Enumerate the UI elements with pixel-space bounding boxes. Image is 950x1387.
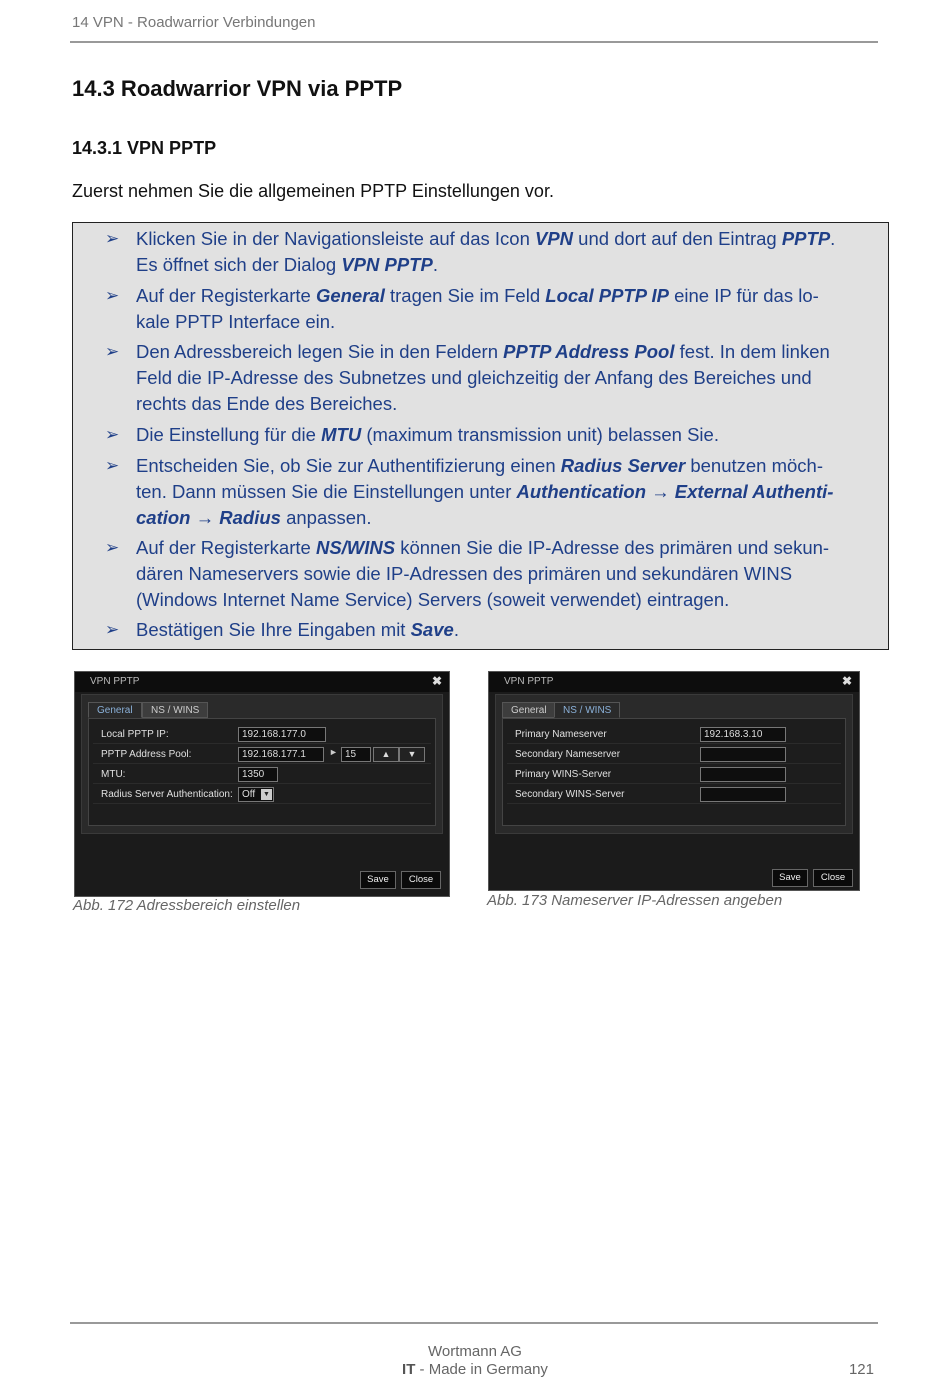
tab-general[interactable]: General xyxy=(502,702,556,718)
footer-company: Wortmann AG xyxy=(428,1343,522,1360)
running-header: 14 VPN - Roadwarrior Verbindungen xyxy=(72,14,316,31)
arrowhead-bullet-icon: ➢ xyxy=(105,620,120,639)
range-arrow-icon: ► xyxy=(329,747,338,757)
primary-wins-input[interactable] xyxy=(700,767,786,782)
arrowhead-bullet-icon: ➢ xyxy=(105,456,120,475)
spinner-down-button[interactable]: ▼ xyxy=(399,747,425,762)
field-label: Local PPTP IP: xyxy=(101,729,169,740)
select-value: Off xyxy=(242,789,256,800)
close-x-icon[interactable]: ✖ xyxy=(841,674,852,688)
arrowhead-bullet-icon: ➢ xyxy=(105,425,120,444)
instruction-box: ➢ Klicken Sie in der Navigationsleiste auf das Icon VPN und dort auf den Eintrag PPTP. Es öffnet sich der Dialog VPN PPTP. ➢ Auf der Registerkarte General tragen Sie im Feld Local PPTP IP eine IP für das lo- kale PPTP Interface ein. ➢ Den Adressbereich legen Sie in den Feldern PPTP Address Pool fest. In dem linken Feld die IP-Adresse des Subnetzes und gleichzeitig der Anfang des Bereiches und rechts das Ende des Bereiches. ➢ Die Einstellung für die MTU (maximum transmission unit) belassen Sie. ➢ Entscheiden Sie, ob Sie zur Authentifizierung einen Radius Server benutzen möch- ten. Dann müssen Sie die Einstellungen unter Authentication → External Authenti- cation → Radius anpassen. ➢ Auf der Registerkarte NS/WINS können Sie die IP-Adresse des primären und sekun- dären Nameservers sowie die IP-Adressen des primären und sekundären WINS (Windows Internet Name Service) Servers (soweit verwendet) eintragen. ➢ Bestätigen Sie Ihre Eingaben mit Save. xyxy=(72,222,889,650)
dialog-title: VPN PPTP xyxy=(90,676,140,687)
save-button[interactable]: Save xyxy=(360,871,396,889)
dialog-title: VPN PPTP xyxy=(504,676,554,687)
close-button[interactable]: Close xyxy=(401,871,441,889)
field-label: Radius Server Authentication: xyxy=(101,789,233,800)
header-rule xyxy=(70,41,878,43)
arrowhead-bullet-icon: ➢ xyxy=(105,286,120,305)
field-label: Secondary WINS-Server xyxy=(515,789,625,800)
address-pool-end-input[interactable]: 15 xyxy=(341,747,371,762)
radius-auth-select[interactable] xyxy=(238,787,274,802)
footer-rule xyxy=(70,1322,878,1324)
spinner-up-button[interactable]: ▲ xyxy=(373,747,399,762)
vpn-pptp-dialog-general xyxy=(74,671,450,897)
row-secondary-wins xyxy=(507,785,841,804)
field-label: Primary WINS-Server xyxy=(515,769,612,780)
row-primary-nameserver xyxy=(507,725,841,744)
footer-tagline: IT - Made in Germany xyxy=(402,1361,548,1378)
row-local-pptp-ip xyxy=(93,725,431,744)
mtu-input[interactable]: 1350 xyxy=(238,767,278,782)
settings-panel xyxy=(502,718,846,826)
subsection-heading: 14.3.1 VPN PPTP xyxy=(72,138,217,158)
address-pool-start-input[interactable]: 192.168.177.1 xyxy=(238,747,324,762)
tab-ns-wins[interactable]: NS / WINS xyxy=(142,702,208,718)
row-mtu xyxy=(93,765,431,784)
figure-caption: Abb. 172 Adressbereich einstellen xyxy=(73,897,301,914)
chevron-down-icon: ▼ xyxy=(261,789,272,800)
vpn-pptp-dialog-ns-wins xyxy=(488,671,860,891)
primary-nameserver-input[interactable]: 192.168.3.10 xyxy=(700,727,786,742)
row-pptp-address-pool xyxy=(93,745,431,764)
field-label: MTU: xyxy=(101,769,126,780)
figure-caption: Abb. 173 Nameserver IP-Adressen angeben xyxy=(487,892,783,909)
close-button[interactable]: Close xyxy=(813,869,853,887)
field-label: Primary Nameserver xyxy=(515,729,607,740)
intro-paragraph: Zuerst nehmen Sie die allgemeinen PPTP Einstellungen vor. xyxy=(72,181,554,201)
local-pptp-ip-input[interactable]: 192.168.177.0 xyxy=(238,727,326,742)
dialog-titlebar xyxy=(75,672,449,692)
dialog-body xyxy=(495,694,853,834)
settings-panel xyxy=(88,718,436,826)
section-heading: 14.3 Roadwarrior VPN via PPTP xyxy=(72,76,403,101)
close-x-icon[interactable]: ✖ xyxy=(431,674,442,688)
tab-ns-wins[interactable]: NS / WINS xyxy=(554,702,620,718)
tab-general[interactable]: General xyxy=(88,702,142,718)
save-button[interactable]: Save xyxy=(772,869,808,887)
row-secondary-nameserver xyxy=(507,745,841,764)
field-label: PPTP Address Pool: xyxy=(101,749,192,760)
secondary-wins-input[interactable] xyxy=(700,787,786,802)
arrowhead-bullet-icon: ➢ xyxy=(105,342,120,361)
arrowhead-bullet-icon: ➢ xyxy=(105,229,120,248)
dialog-titlebar xyxy=(489,672,859,692)
dialog-body xyxy=(81,694,443,834)
page-number: 121 xyxy=(848,1361,874,1378)
field-label: Secondary Nameserver xyxy=(515,749,621,760)
arrowhead-bullet-icon: ➢ xyxy=(105,538,120,557)
row-primary-wins xyxy=(507,765,841,784)
row-radius-auth xyxy=(93,785,431,804)
secondary-nameserver-input[interactable] xyxy=(700,747,786,762)
